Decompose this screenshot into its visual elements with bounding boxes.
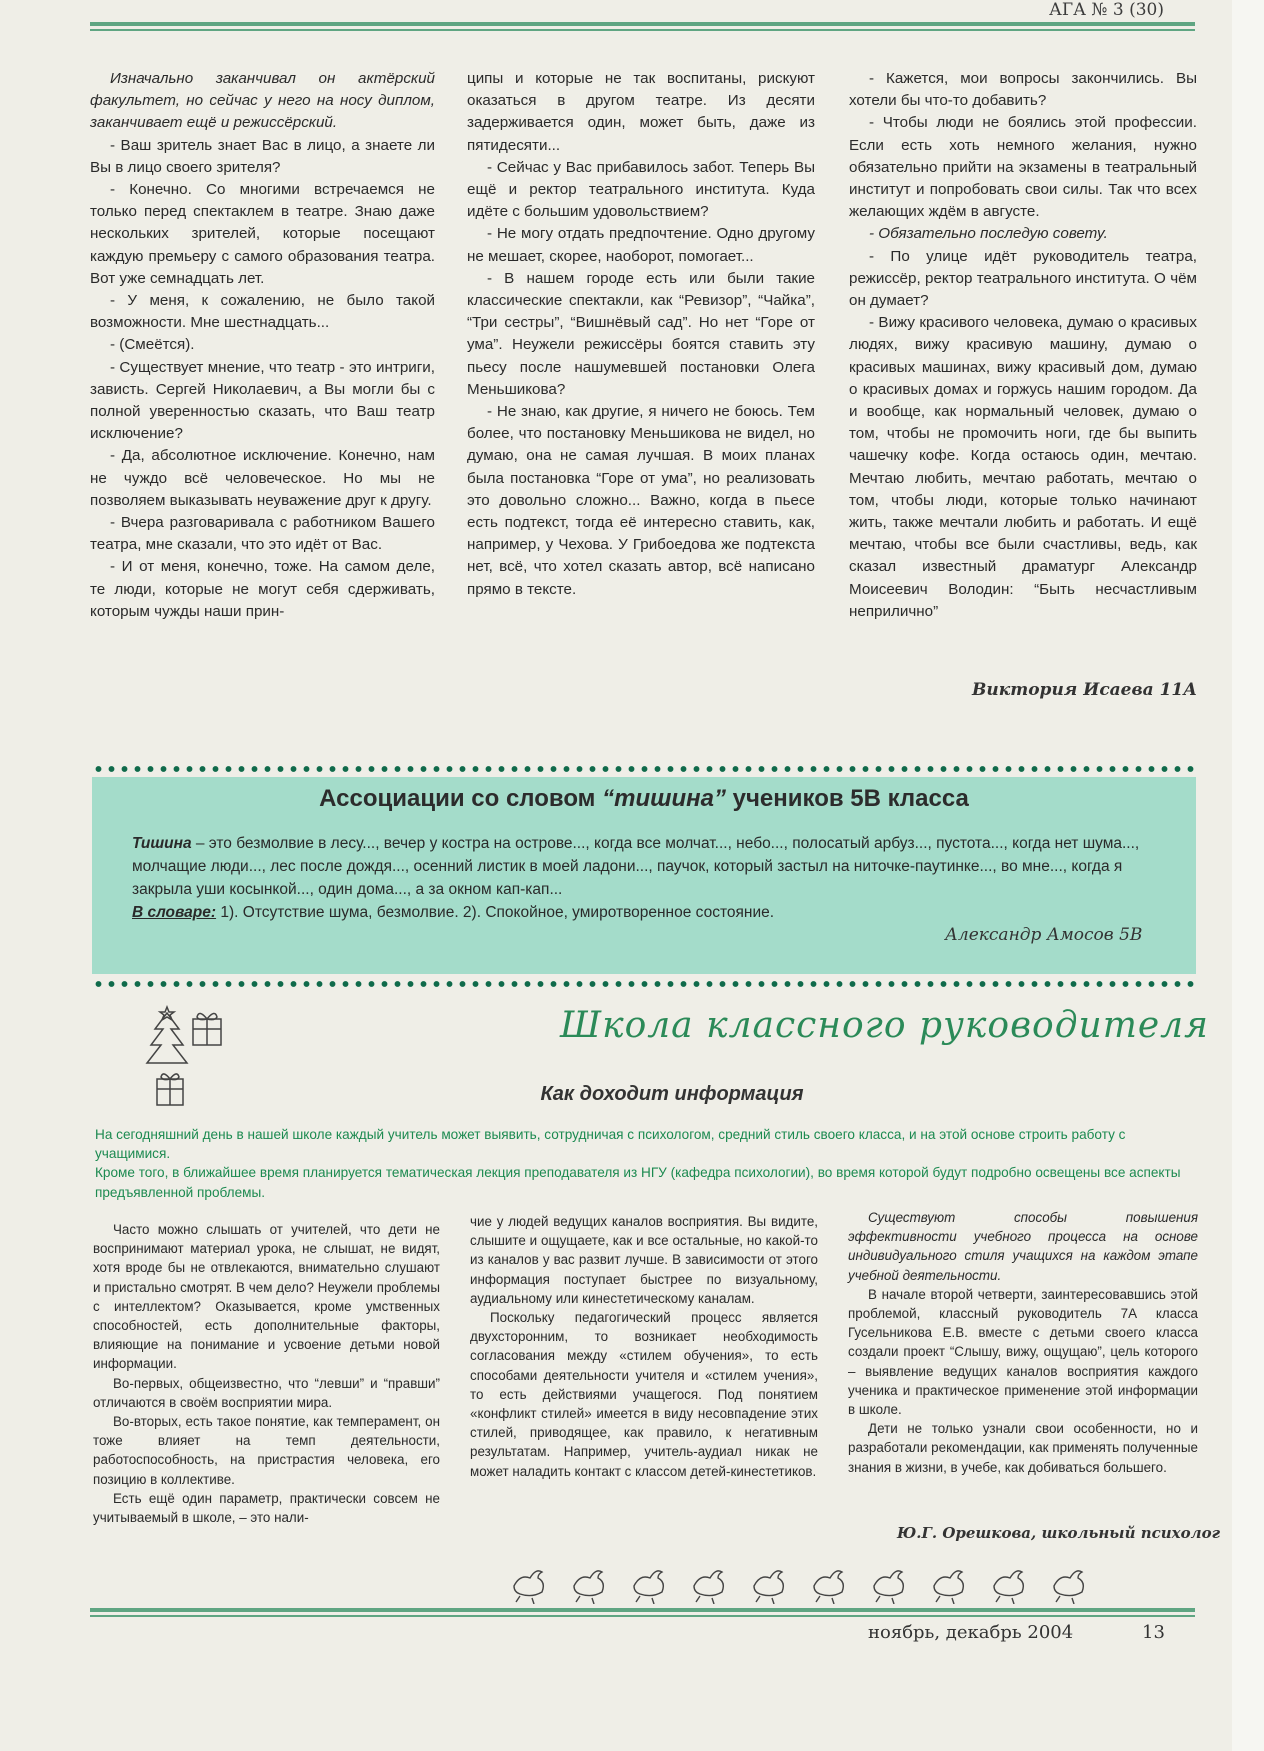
- issue-date: ноябрь, декабрь 2004: [868, 1622, 1074, 1643]
- associations-title: Ассоциации со словом “тишина” учеников 5В класса: [319, 785, 969, 812]
- paragraph: Поскольку педагогический процесс является двухсторонним, то возникает необходимость согласования между «стилем обучения», то есть способами деятельности учителя и «стилем учения», то есть действиями учащегося. Под понятием «конфликт стилей» имеется в виду несовпадение этих стилей, приводящее, как правило, к негативным результатам. Например, учитель-аудиал никак не может наладить контакт с классом детей-кинестетиков.: [470, 1310, 818, 1479]
- page-edge: [1232, 0, 1264, 1751]
- lead-paragraph: Кроме того, в ближайшее время планируется тематическая лекция преподавателя из НГУ (кафедра психологии), во время которой будут подробно освещены все аспекты предъявленной проблемы.: [95, 1165, 1181, 1200]
- paragraph: Во-вторых, есть такое понятие, как темперамент, он тоже влияет на темп деятельности, работоспособность, на пристрастия человека, его позицию в коллективе.: [93, 1414, 440, 1487]
- article-lead: [95, 1125, 1200, 1202]
- article-column-2: [470, 1212, 818, 1481]
- paragraph: В начале второй четверти, заинтересовавшись этой проблемой, классный руководитель 7А класса Гусельникова Е.В. вместе с детьми своего класса создали проект “Слышу, вижу, ощущаю”, цель которого – выявление ведущих каналов восприятия каждого ученика и практическое применение этой информации в школе.: [848, 1286, 1198, 1418]
- paragraph: - Не знаю, как другие, я ничего не боюсь. Тем более, что постановку Меньшикова не видел, но думаю, она не самая лучшая. В моих планах была постановка “Горе от ума”, но реализовать это довольно сложно... Важно, когда в пьесе есть подтекст, тогда её интересно ставить, как, например, у Чехова. У Грибоедова же подтекста нет, всё, что хотел сказать автор, всё написано прямо в тексте.: [467, 403, 815, 598]
- bird-icon: [994, 1571, 1023, 1604]
- dotted-border-bottom: [92, 979, 1196, 989]
- header-rule: [90, 22, 1195, 26]
- header-rule-thin: [90, 29, 1195, 31]
- bird-icon: [814, 1571, 843, 1604]
- interview-column-3: [849, 68, 1197, 623]
- bird-icon: [514, 1571, 543, 1604]
- paragraph: - Не могу отдать предпочтение. Одно другому не мешает, скорее, наоборот, помогает...: [467, 225, 815, 265]
- paragraph: - И от меня, конечно, тоже. На самом деле, те люди, которые не могут себя сдерживать, которым чужды наши прин-: [90, 558, 435, 620]
- article-title: Как доходит информация: [540, 1083, 804, 1105]
- bird-icon: [694, 1571, 723, 1604]
- paragraph: Дети не только узнали свои особенности, но и разработали рекомендации, как применять полученные знания в жизни, в учебе, как добиваться большего.: [848, 1421, 1198, 1475]
- paragraph: Есть ещё один параметр, практически совсем не учитываемый в школе, – это нали-: [93, 1490, 440, 1526]
- paragraph: - Вижу красивого человека, думаю о красивых людях, вижу красивую машину, думаю о красивых машинах, вижу красивый дом, думаю о красивых домах и горжусь нашим городом. Да и вообще, как нормальный человек, думаю о том, чтобы не промочить ноги, где бы выпить чашечку кофе. Когда остаюсь один, мечтаю. Мечтаю любить, мечтаю работать, мечтаю о том, чтобы люди, которые только начинают жить, также мечтали любить и работать. И ещё мечтаю, чтобы все были счастливы, ведь, как сказал известный драматург Александр Моисеевич Володин: “Быть несчастливым неприлично”: [849, 314, 1197, 620]
- article-column-1: [93, 1220, 440, 1527]
- paragraph: - В нашем городе есть или были такие классические спектакли, как “Ревизор”, “Чайка”, “Три сестры”, “Вишнёвый сад”. Но нет “Горе от ума”. Неужели режиссёры боятся ставить эту пьесу после нашумевшей постановки Олега Меньшикова?: [467, 269, 815, 398]
- bird-ornament-row: [510, 1562, 1190, 1604]
- paragraph: Существуют способы повышения эффективности учебного процесса на основе индивидуального стиля учащихся на каждом этапе учебной деятельности.: [848, 1210, 1198, 1283]
- bird-icon: [754, 1571, 783, 1604]
- bird-icon: [634, 1571, 663, 1604]
- lead-paragraph: На сегодняшний день в нашей школе каждый учитель может выявить, сотрудничая с психологом, средний стиль своего класса, и на этой основе строить работу с учащимися.: [95, 1127, 1126, 1162]
- footer-rule-thin: [90, 1615, 1195, 1617]
- footer-rule: [90, 1608, 1195, 1612]
- paragraph: - Вчера разговаривала с работником Вашего театра, мне сказали, что это идёт от Вас.: [90, 514, 435, 554]
- section-title: Школа классного руководителя: [560, 1005, 1209, 1046]
- paragraph: - По улице идёт руководитель театра, режиссёр, ректор театрального института. О чём он думает?: [849, 247, 1197, 310]
- paragraph: - Существует мнение, что театр - это интриги, зависть. Сергей Николаевич, а Вы могли бы с полной уверенностью сказать, что Ваш театр исключение?: [90, 358, 435, 443]
- interview-column-1: [90, 68, 435, 623]
- issue-number: АГА № 3 (30): [1048, 0, 1164, 20]
- bird-icon: [574, 1571, 603, 1604]
- paragraph: - Ваш зритель знает Вас в лицо, а знаете ли Вы в лицо своего зрителя?: [90, 136, 435, 176]
- associations-word: Тишина: [132, 835, 192, 852]
- associations-box: [92, 777, 1196, 974]
- bird-icon: [934, 1571, 963, 1604]
- paragraph: - Чтобы люди не боялись этой профессии. Если есть хоть немного желания, нужно обязательно прийти на экзамены в театральный институт и попробовать свои силы. Так что всех желающих ждём в августе.: [849, 114, 1197, 221]
- paragraph: - Сейчас у Вас прибавилось забот. Теперь Вы ещё и ректор театрального института. Куда идёте с большим удовольствием?: [467, 158, 815, 221]
- associations-signature: Александр Амосов 5В: [945, 925, 1143, 945]
- dotted-border-top: [92, 764, 1196, 774]
- paragraph: - У меня, к сожалению, не было такой возможности. Мне шестнадцать...: [90, 292, 435, 332]
- paragraph: - Конечно. Со многими встречаемся не только перед спектаклем в театре. Знаю даже нескольких зрителей, которые посещают каждую премьеру с самого образования театра. Вот уже семнадцать лет.: [90, 181, 435, 287]
- interview-column-2: [467, 68, 815, 601]
- paragraph: - Кажется, мои вопросы закончились. Вы хотели бы что-то добавить?: [849, 70, 1197, 110]
- associations-text: Тишина – это безмолвие в лесу..., вечер у костра на острове..., когда все молчат..., небо..., полосатый арбуз..., пустота..., когда нет шума..., молчащие люди..., лес после дождя..., осенний листик в моей ладони..., паучок, который застыл на ниточке-паутинке..., во мне..., когда я закрыла уши косынкой..., один дома..., а за окном кап-кап... В словаре: 1). Отсутствие шума, безмолвие. 2). Спокойное, умиротворенное состояние.: [132, 835, 1140, 921]
- paragraph: Изначально заканчивал он актёрский факультет, но сейчас у него на носу диплом, заканчивает ещё и режиссёрский.: [90, 70, 435, 132]
- interview-signature: Виктория Исаева 11А: [972, 680, 1198, 700]
- paragraph: ципы и которые не так воспитаны, рискуют оказаться в другом театре. Из десяти задерживается один, может быть, даже из пятидесяти...: [467, 70, 815, 154]
- article-column-3: [848, 1208, 1198, 1477]
- bird-icon: [874, 1571, 903, 1604]
- paragraph: Во-первых, общеизвестно, что “левши” и “правши” отличаются в своём восприятии мира.: [93, 1375, 440, 1410]
- bird-icon: [1054, 1571, 1083, 1604]
- paragraph: чие у людей ведущих каналов восприятия. Вы видите, слышите и ощущаете, как и все остальные, но какой-то из каналов у вас развит лучше. В зависимости от этого информация поступает быстрее по визуальному, аудиальному или кинестетическому каналам.: [470, 1214, 818, 1306]
- paragraph: - (Смеётся).: [110, 336, 195, 354]
- paragraph: - Да, абсолютное исключение. Конечно, нам не чуждо всё человеческое. Но мы не позволяем выказывать неуважение друг к другу.: [90, 447, 435, 509]
- page-number: 13: [1142, 1622, 1165, 1643]
- dictionary-label: В словаре:: [132, 904, 217, 921]
- paragraph: - Обязательно последую совету.: [869, 225, 1108, 243]
- article-signature: Ю.Г. Орешкова, школьный психолог: [897, 1524, 1221, 1542]
- paragraph: Часто можно слышать от учителей, что дети не воспринимают материал урока, не слышат, не видят, хотя вроде бы не отвлекаются, внимательно слушают и пристально смотрят. В чем дело? Неужели проблемы с интеллектом? Оказывается, кроме умственных способностей, есть дополнительные факторы, влияющие на понимание и усвоение детьми новой информации.: [93, 1222, 440, 1372]
